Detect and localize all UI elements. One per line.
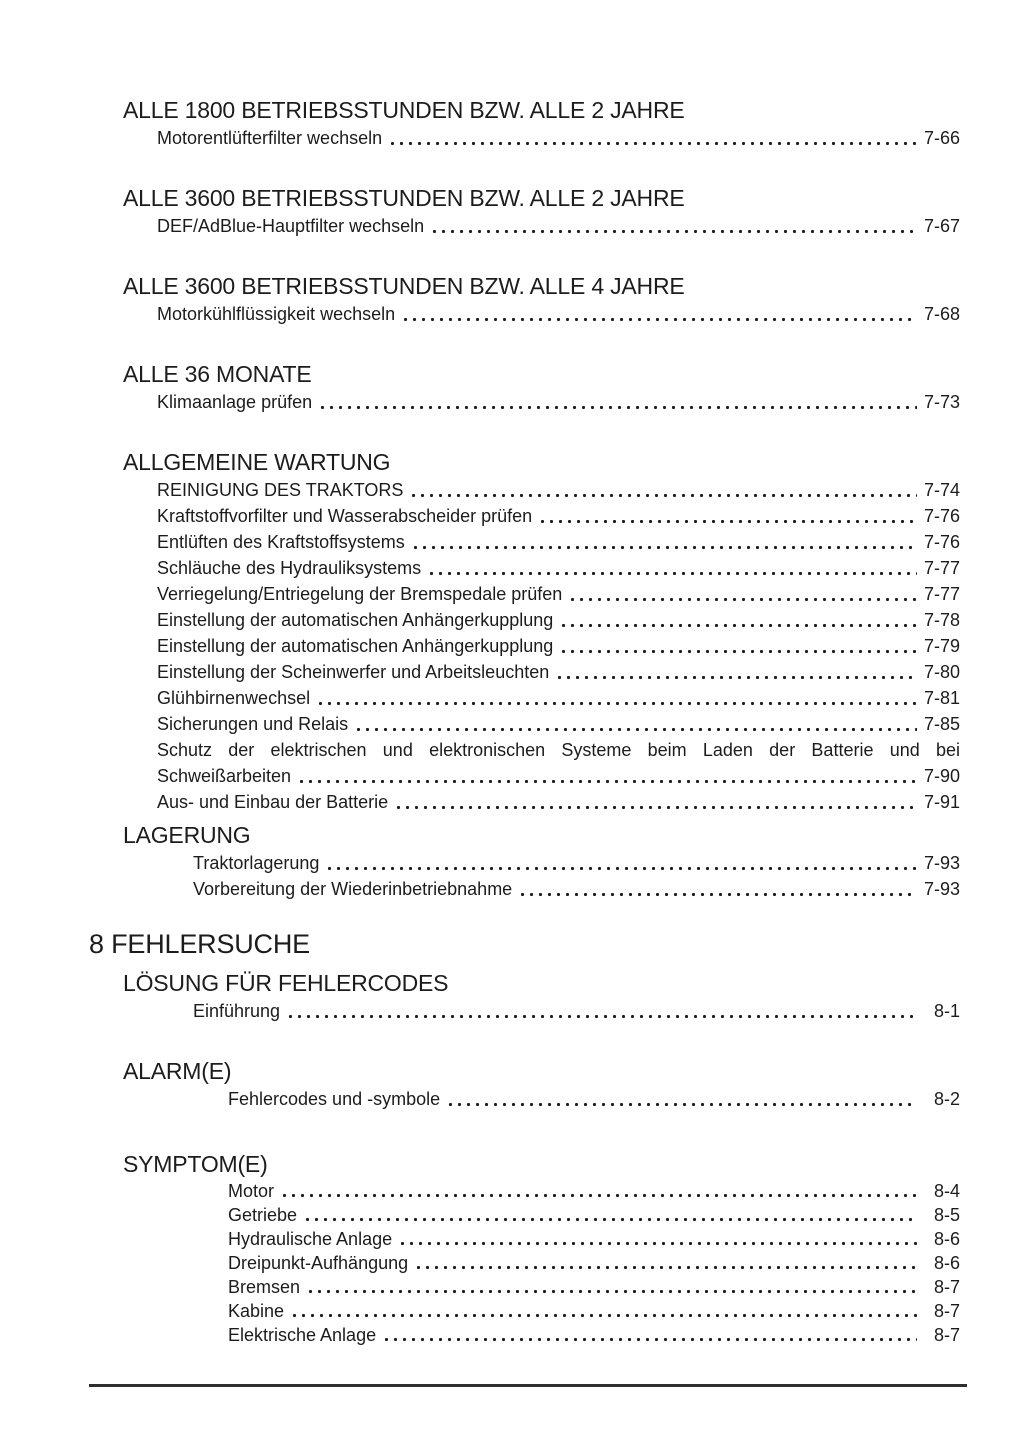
toc-entry-label: Getriebe	[228, 1205, 298, 1225]
toc-entry-label: Hydraulische Anlage	[228, 1229, 393, 1249]
toc-entry-label: Aus- und Einbau der Batterie	[157, 792, 389, 812]
dot-leader	[394, 789, 917, 815]
page-number: 7-66	[923, 128, 960, 148]
toc-entry	[157, 685, 960, 711]
toc-entry	[228, 1086, 960, 1112]
toc-entry	[157, 503, 960, 529]
toc-section	[89, 820, 960, 902]
toc-entries	[228, 1179, 960, 1347]
page-number: 7-93	[923, 853, 960, 873]
toc-entry	[157, 607, 960, 633]
toc-entries	[193, 850, 960, 902]
dot-leader	[538, 503, 917, 529]
toc-entry	[157, 477, 960, 503]
toc-entry-label: Einstellung der automatischen Anhängerkupplung	[157, 610, 554, 630]
toc-section	[89, 1149, 960, 1347]
page-number: 7-77	[923, 558, 960, 578]
dot-leader	[297, 763, 917, 789]
dot-leader	[382, 1323, 917, 1347]
toc-entry	[193, 850, 960, 876]
toc-section	[89, 271, 960, 327]
dot-leader	[354, 711, 917, 737]
toc-entry-label: Bremsen	[228, 1277, 301, 1297]
toc-entry	[228, 1251, 960, 1275]
dot-leader	[318, 389, 917, 415]
page-number: 7-73	[923, 392, 960, 412]
toc-entry	[157, 711, 960, 737]
page-number: 8-6	[933, 1253, 960, 1273]
dot-leader	[388, 125, 917, 151]
section-heading: ALARM(E)	[123, 1058, 232, 1084]
toc-entries	[157, 301, 960, 327]
dot-leader	[306, 1275, 917, 1299]
dot-leader	[401, 301, 917, 327]
chapter-heading: 8 FEHLERSUCHE	[89, 929, 310, 959]
page-number: 7-85	[923, 714, 960, 734]
page-number: 7-77	[923, 584, 960, 604]
dot-leader	[568, 581, 917, 607]
page-number: 7-79	[923, 636, 960, 656]
section-heading: ALLE 1800 BETRIEBSSTUNDEN BZW. ALLE 2 JAHRE	[123, 97, 685, 123]
section-heading: ALLE 3600 BETRIEBSSTUNDEN BZW. ALLE 4 JAHRE	[123, 273, 685, 299]
toc-entries	[157, 477, 960, 815]
dot-leader	[427, 555, 917, 581]
toc-entry-label: Einstellung der automatischen Anhängerkupplung	[157, 636, 554, 656]
toc-section	[89, 1056, 960, 1112]
toc-entry-label: Traktorlagerung	[193, 853, 320, 873]
toc-entry-label: Sicherungen und Relais	[157, 714, 349, 734]
dot-leader	[559, 633, 917, 659]
toc-entry	[193, 998, 960, 1024]
toc-entry-label: Elektrische Anlage	[228, 1325, 377, 1345]
page-number: 7-76	[923, 506, 960, 526]
toc-entry-label: Dreipunkt-Aufhängung	[228, 1253, 409, 1273]
dot-leader	[430, 213, 917, 239]
toc-entry-label: Einführung	[193, 1001, 281, 1021]
dot-leader	[411, 529, 917, 555]
toc-section	[89, 359, 960, 415]
toc-entry-label: Kabine	[228, 1301, 285, 1321]
toc-entry	[193, 876, 960, 902]
toc-entry-label: Motorkühlflüssigkeit wechseln	[157, 304, 396, 324]
page-number: 7-68	[923, 304, 960, 324]
page-number: 8-4	[933, 1181, 960, 1201]
page-number: 7-90	[923, 766, 960, 786]
toc-entry	[157, 763, 960, 789]
toc-entry-label: Schutz der elektrischen und elektronischen Systeme beim Laden der Batterie und bei	[157, 740, 960, 760]
toc-entry-label: Vorbereitung der Wiederinbetriebnahme	[193, 879, 513, 899]
page-number: 8-7	[933, 1277, 960, 1297]
dot-leader	[518, 876, 917, 902]
page-number: 8-7	[933, 1301, 960, 1321]
toc-section	[89, 447, 960, 815]
dot-leader	[409, 477, 917, 503]
toc-entry	[228, 1323, 960, 1347]
toc-entry	[157, 581, 960, 607]
dot-leader	[398, 1227, 917, 1251]
toc-entry	[228, 1299, 960, 1323]
section-heading: ALLE 3600 BETRIEBSSTUNDEN BZW. ALLE 2 JAHRE	[123, 185, 685, 211]
section-heading: ALLE 36 MONATE	[123, 361, 312, 387]
toc-entry	[157, 737, 960, 763]
toc-entry-label: REINIGUNG DES TRAKTORS	[157, 480, 404, 500]
toc-entry	[228, 1227, 960, 1251]
toc-entry-label: Fehlercodes und -symbole	[228, 1089, 441, 1109]
section-heading: LÖSUNG FÜR FEHLERCODES	[123, 970, 449, 996]
toc-entry-label: DEF/AdBlue-Hauptfilter wechseln	[157, 216, 425, 236]
toc-entry	[157, 389, 960, 415]
toc-entry	[157, 125, 960, 151]
dot-leader	[316, 685, 917, 711]
toc-entries	[228, 1086, 960, 1112]
dot-leader	[559, 607, 917, 633]
dot-leader	[555, 659, 917, 685]
toc-entry	[157, 213, 960, 239]
toc-entry-label: Schweißarbeiten	[157, 766, 292, 786]
page-number: 7-93	[923, 879, 960, 899]
page-number: 8-1	[933, 1001, 960, 1021]
toc-entry	[228, 1275, 960, 1299]
page-number: 8-6	[933, 1229, 960, 1249]
dot-leader	[414, 1251, 917, 1275]
dot-leader	[280, 1179, 917, 1203]
toc-entry-label: Entlüften des Kraftstoffsystems	[157, 532, 405, 552]
page-number: 8-2	[933, 1089, 960, 1109]
toc-entries	[157, 389, 960, 415]
toc-entries	[193, 998, 960, 1024]
toc-entry-label: Kraftstoffvorfilter und Wasserabscheider prüfen	[157, 506, 533, 526]
toc	[89, 95, 960, 1347]
toc-entry	[228, 1179, 960, 1203]
page-number: 8-5	[933, 1205, 960, 1225]
section-heading: LAGERUNG	[123, 822, 251, 848]
page-number: 7-81	[923, 688, 960, 708]
toc-entry	[157, 659, 960, 685]
toc-entry-label: Motorentlüfterfilter wechseln	[157, 128, 383, 148]
page-number: 7-91	[923, 792, 960, 812]
toc-entry	[157, 633, 960, 659]
toc-entry-label: Klimaanlage prüfen	[157, 392, 313, 412]
toc-entry-label: Einstellung der Scheinwerfer und Arbeitsleuchten	[157, 662, 550, 682]
dot-leader	[325, 850, 917, 876]
dot-leader	[303, 1203, 917, 1227]
toc-entry-label: Schläuche des Hydrauliksystems	[157, 558, 422, 578]
toc-entry-label: Motor	[228, 1181, 275, 1201]
dot-leader	[290, 1299, 917, 1323]
toc-entry-label: Verriegelung/Entriegelung der Bremspedale prüfen	[157, 584, 563, 604]
toc-section	[89, 968, 960, 1024]
toc-entries	[157, 125, 960, 151]
section-heading: ALLGEMEINE WARTUNG	[123, 449, 391, 475]
toc-entry	[157, 529, 960, 555]
toc-entry	[228, 1203, 960, 1227]
page-number: 7-74	[923, 480, 960, 500]
dot-leader	[446, 1086, 917, 1112]
page-number: 7-76	[923, 532, 960, 552]
toc-entry	[157, 301, 960, 327]
page-number: 7-80	[923, 662, 960, 682]
page-number: 7-67	[923, 216, 960, 236]
toc-section	[89, 183, 960, 239]
page-number: 8-7	[933, 1325, 960, 1345]
footer-rule	[89, 1384, 967, 1387]
toc-entry	[157, 789, 960, 815]
page-number: 7-78	[923, 610, 960, 630]
toc-entries	[157, 213, 960, 239]
toc-entry-label: Glühbirnenwechsel	[157, 688, 311, 708]
toc-entry	[157, 555, 960, 581]
dot-leader	[286, 998, 917, 1024]
section-heading: SYMPTOM(E)	[123, 1151, 268, 1177]
toc-section	[89, 95, 960, 151]
